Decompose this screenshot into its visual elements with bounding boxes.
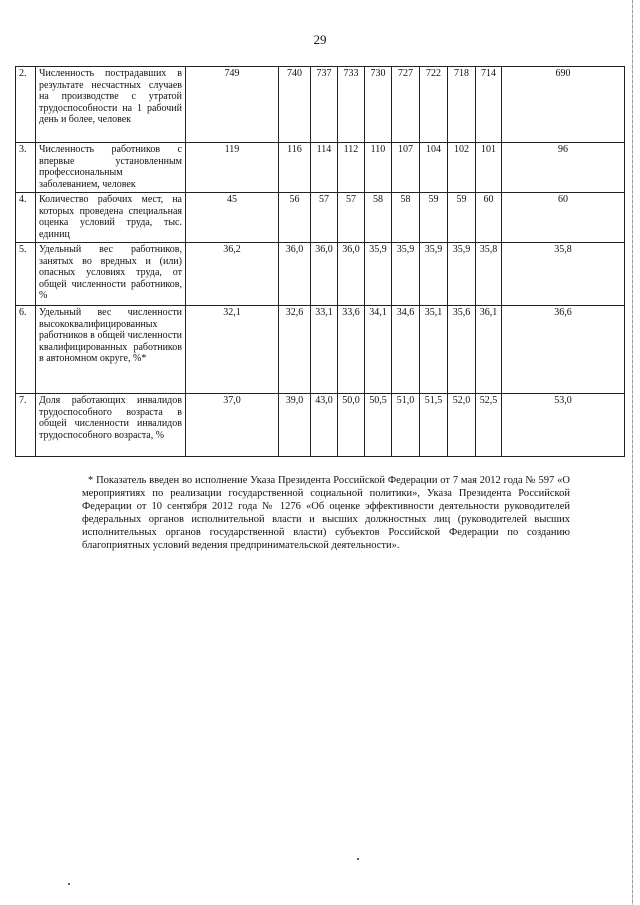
row-number: 3. — [16, 143, 36, 193]
value-cell: 58 — [365, 193, 392, 243]
value-cell: 60 — [502, 193, 625, 243]
value-cell: 50,0 — [338, 394, 365, 457]
value-cell: 107 — [392, 143, 420, 193]
table-row — [16, 193, 625, 243]
value-cell: 53,0 — [502, 394, 625, 457]
table-row — [16, 143, 625, 193]
value-cell: 36,0 — [311, 243, 338, 306]
row-number: 7. — [16, 394, 36, 457]
value-cell: 112 — [338, 143, 365, 193]
value-cell: 36,6 — [502, 306, 625, 394]
value-cell: 52,0 — [448, 394, 476, 457]
value-cell: 57 — [338, 193, 365, 243]
value-cell: 35,9 — [420, 243, 448, 306]
value-cell: 727 — [392, 67, 420, 143]
value-cell: 36,1 — [476, 306, 502, 394]
page-number: 29 — [313, 32, 327, 47]
value-cell: 35,9 — [448, 243, 476, 306]
value-cell: 36,0 — [279, 243, 311, 306]
indicator-name: Количество рабочих мест, на которых проведена специальная оценка условий труда, тыс. единиц — [36, 193, 186, 243]
value-cell: 35,9 — [365, 243, 392, 306]
value-cell: 34,1 — [365, 306, 392, 394]
value-cell: 749 — [186, 67, 279, 143]
value-cell: 51,5 — [420, 394, 448, 457]
scan-dot — [357, 858, 359, 860]
value-cell: 35,1 — [420, 306, 448, 394]
value-cell: 34,6 — [392, 306, 420, 394]
value-cell: 59 — [420, 193, 448, 243]
value-cell: 51,0 — [392, 394, 420, 457]
value-cell: 104 — [420, 143, 448, 193]
value-cell: 116 — [279, 143, 311, 193]
scan-dot — [68, 883, 70, 885]
row-number: 4. — [16, 193, 36, 243]
row-number: 6. — [16, 306, 36, 394]
value-cell: 33,1 — [311, 306, 338, 394]
value-cell: 730 — [365, 67, 392, 143]
value-cell: 740 — [279, 67, 311, 143]
value-cell: 96 — [502, 143, 625, 193]
indicator-name: Удельный вес численности высококвалифицированных работников в общей численности квалифицированных работников в автономном округе, %* — [36, 306, 186, 394]
value-cell: 35,6 — [448, 306, 476, 394]
value-cell: 32,6 — [279, 306, 311, 394]
value-cell: 35,8 — [502, 243, 625, 306]
table-row — [16, 243, 625, 306]
value-cell: 52,5 — [476, 394, 502, 457]
indicator-name: Доля работающих инвалидов трудоспособного возраста в общей численности инвалидов трудоспособного возраста, % — [36, 394, 186, 457]
table-row — [16, 306, 625, 394]
value-cell: 737 — [311, 67, 338, 143]
value-cell: 37,0 — [186, 394, 279, 457]
row-number: 5. — [16, 243, 36, 306]
value-cell: 60 — [476, 193, 502, 243]
footnote: * Показатель введен во исполнение Указа Президента Российской Федерации от 7 мая 2012 года № 597 «О мероприятиях по реализации государственной социальной политики», Указа Президента Российской Федерации от 10 сентября 2012 года № 1276 «Об оценке эффективности деятельности руководителей федеральных органов исполнительной власти и высших должностных лиц (руководителей высших исполнительных органов государственной власти) субъектов Российской Федерации по созданию благоприятных условий ведения предпринимательской деятельности». — [82, 475, 570, 551]
value-cell: 36,0 — [338, 243, 365, 306]
value-cell: 43,0 — [311, 394, 338, 457]
value-cell: 35,9 — [392, 243, 420, 306]
value-cell: 722 — [420, 67, 448, 143]
table-body — [16, 67, 625, 457]
value-cell: 690 — [502, 67, 625, 143]
value-cell: 35,8 — [476, 243, 502, 306]
table-row — [16, 394, 625, 457]
value-cell: 733 — [338, 67, 365, 143]
indicator-name: Численность работников с впервые установленным профессиональным заболеванием, человек — [36, 143, 186, 193]
indicators-table — [15, 66, 625, 457]
value-cell: 119 — [186, 143, 279, 193]
indicator-name: Численность пострадавших в результате несчастных случаев на производстве с утратой трудоспособности на 1 рабочий день и более, человек — [36, 67, 186, 143]
value-cell: 114 — [311, 143, 338, 193]
value-cell: 39,0 — [279, 394, 311, 457]
value-cell: 718 — [448, 67, 476, 143]
value-cell: 57 — [311, 193, 338, 243]
table-row — [16, 67, 625, 143]
row-number: 2. — [16, 67, 36, 143]
value-cell: 45 — [186, 193, 279, 243]
value-cell: 59 — [448, 193, 476, 243]
value-cell: 50,5 — [365, 394, 392, 457]
indicator-name: Удельный вес работников, занятых во вредных и (или) опасных условиях труда, от общей численности работников, % — [36, 243, 186, 306]
value-cell: 56 — [279, 193, 311, 243]
value-cell: 101 — [476, 143, 502, 193]
value-cell: 102 — [448, 143, 476, 193]
value-cell: 110 — [365, 143, 392, 193]
scan-edge-line — [632, 0, 633, 905]
value-cell: 714 — [476, 67, 502, 143]
value-cell: 33,6 — [338, 306, 365, 394]
value-cell: 36,2 — [186, 243, 279, 306]
value-cell: 32,1 — [186, 306, 279, 394]
value-cell: 58 — [392, 193, 420, 243]
